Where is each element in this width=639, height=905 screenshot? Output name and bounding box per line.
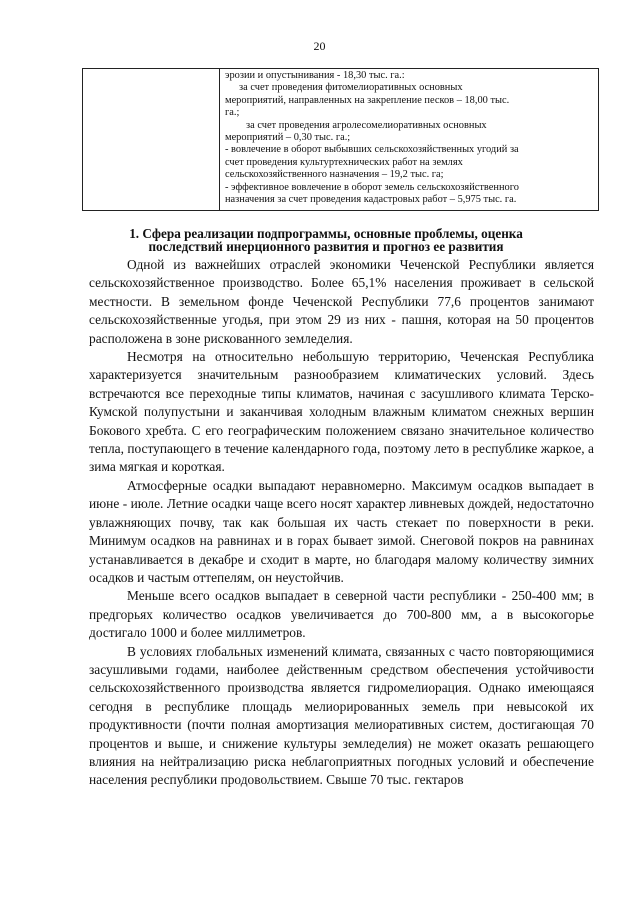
table-line: сельскохозяйственного назначения – 19,2 тыс. га; <box>225 169 444 181</box>
table-line: - эффективное вовлечение в оборот земель сельскохозяйственного <box>225 181 519 193</box>
continuation-table <box>82 68 599 211</box>
table-right-cell <box>225 69 594 206</box>
paragraph: Атмосферные осадки выпадают неравномерно. Максимум осадков выпадает в июне - июле. Летние осадки чаще всего носят характер ливневых дождей, недостаточно увлажняющих почву, так как большая их часть стекает по поверхности в реки. Минимум осадков на равнинах и в горах бывает зимой. Снеговой покров на равнинах устанавливается в декабре и сходит в марте, но благодаря малому количеству зимних осадков и частым оттепелям, он неустойчив. <box>89 477 594 585</box>
table-line: мероприятий – 0,30 тыс. га.; <box>225 132 351 144</box>
paragraph: Меньше всего осадков выпадает в северной части республики - 250-400 мм; в предгорьях количество осадков увеличивается до 700-800 мм, а в высокогорье достигало 1000 и более миллиметров. <box>89 588 594 641</box>
table-line: эрозии и опустынивания - 18,30 тыс. га.: <box>225 70 405 81</box>
table-line: - вовлечение в оборот выбывших сельскохозяйственных угодий за <box>225 144 519 156</box>
table-line: га.; <box>225 107 240 119</box>
paragraph: Несмотря на относительно небольшую территорию, Чеченская Республика характеризуется значительным разнообразием климатических условий. Здесь встречаются все переходные типы климатов, начиная с засушливого климата Терско-Кумской полупустыни и заканчивая холодным влажным климатом снежных вершин Бокового хребта. С его географическим положением связано значительное количество тепла, поступающего в течение календарного года, поэтому лето в республике жаркое, а зима мягкая и короткая. <box>89 349 594 475</box>
section-heading: 1. Сфера реализации подпрограммы, основные проблемы, оценка последствий инерционного развития и прогноз ее развития <box>129 226 523 255</box>
page-number: 20 <box>313 39 326 53</box>
table-left-cell <box>83 69 220 210</box>
table-line: счет проведения культуртехнических работ на землях <box>225 156 463 168</box>
paragraph: Одной из важнейших отраслей экономики Чеченской Республики является сельскохозяйственное производство. Более 65,1% населения проживает в сельской местности. В земельном фонде Чеченской Республики 77,6 процентов занимают сельскохозяйственные угодья, при этом 29 из них - пашня, которая на 50 процентов расположена в зоне рискованного земледелия. <box>89 257 594 346</box>
table-line: за счет проведения агролесомелиоративных основных <box>246 119 487 131</box>
paragraph: В условиях глобальных изменений климата, связанных с часто повторяющимися засушливыми годами, наиболее действенным средством обеспечения устойчивости сельскохозяйственного производства является гидромелиорация. Однако имеющаяся сегодня в республике площадь мелиорированных земель при невысокой их продуктивности (почти полная амортизация мелиоративных систем, достигающая 70 процентов и выше, и снижение культуры земледелия) не может оказать решающего влияния на нейтрализацию риска неблагоприятных погодных условий и обеспечение населения республики продовольствием. Свыше 70 тыс. гектаров <box>89 643 594 788</box>
table-line: назначения за счет проведения кадастровых работ – 5,975 тыс. га. <box>225 194 517 206</box>
table-line: мероприятий, направленных на закрепление песков – 18,00 тыс. <box>225 94 510 106</box>
body-text <box>89 256 594 790</box>
table-line: за счет проведения фитомелиоративных основных <box>239 82 463 94</box>
